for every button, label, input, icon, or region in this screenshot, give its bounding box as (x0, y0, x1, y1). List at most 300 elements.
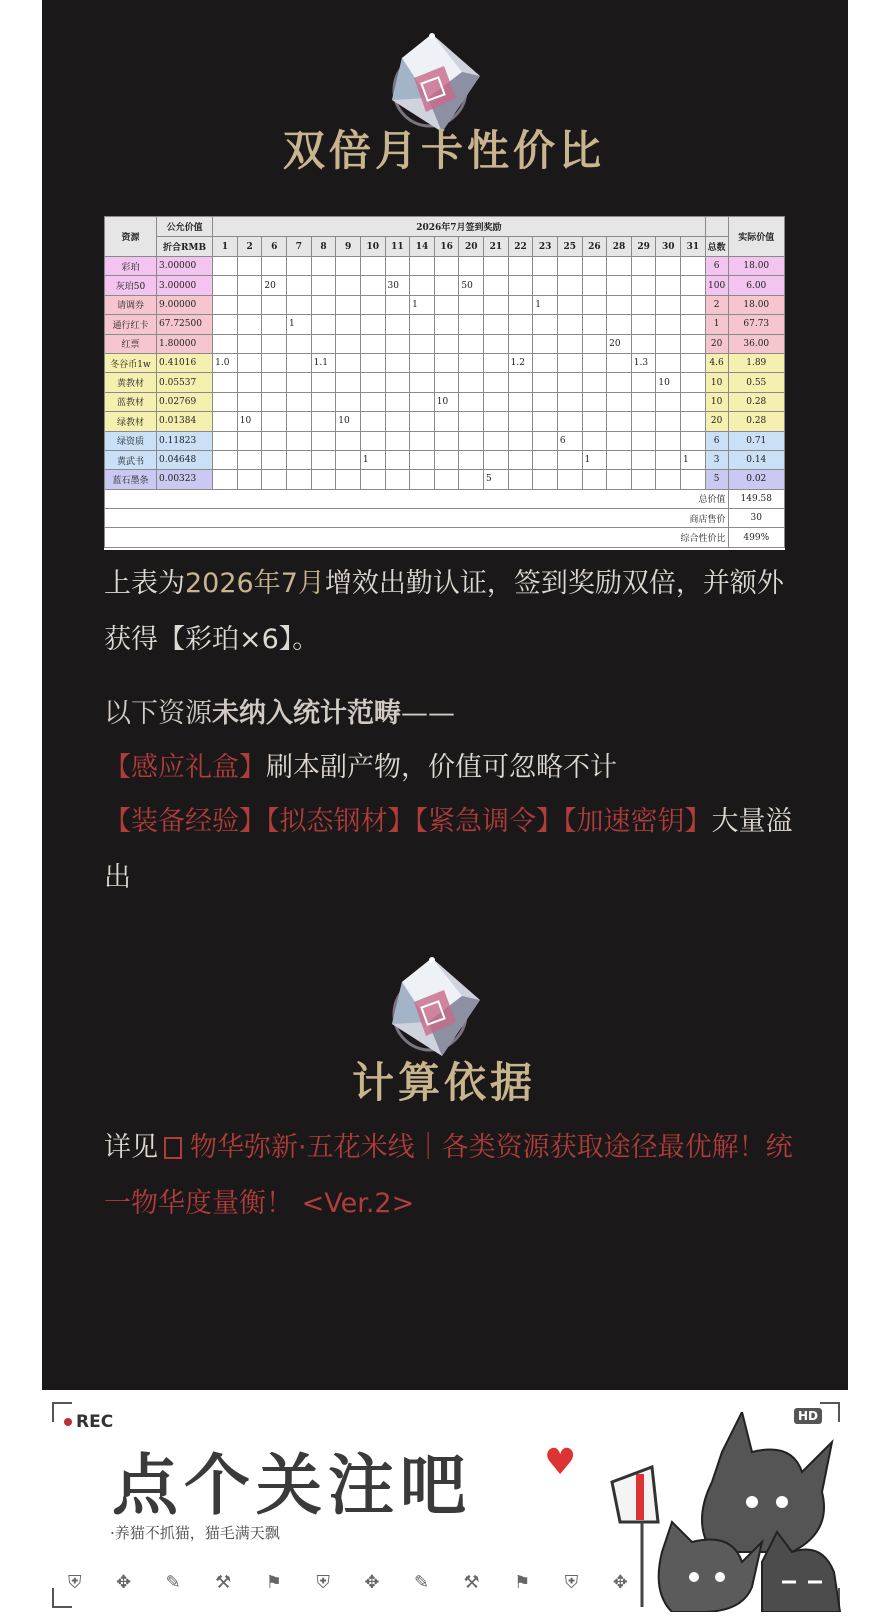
day-cell (557, 353, 582, 372)
day-cell (582, 353, 607, 372)
day-cell (311, 276, 336, 295)
summary-value: 499% (728, 528, 784, 547)
day-cell (533, 431, 558, 450)
day-cell (287, 412, 312, 431)
summary-value: 30 (728, 509, 784, 528)
table-row (105, 470, 785, 489)
day-cell (631, 315, 656, 334)
resource-name: 彩珀 (105, 257, 157, 276)
rec-dot-icon (64, 1418, 72, 1426)
day-cell (336, 276, 361, 295)
actual-value: 18.00 (728, 295, 784, 314)
day-cell (262, 373, 287, 392)
day-cell (262, 334, 287, 353)
day-cell (607, 295, 632, 314)
section-title-basis: 计算依据 (351, 1058, 536, 1107)
day-header: 26 (582, 237, 607, 257)
table-row (105, 353, 785, 372)
day-cell (631, 276, 656, 295)
day-cell (484, 334, 509, 353)
day-cell (262, 412, 287, 431)
header-rmb: 折合RMB (157, 237, 213, 257)
day-cell: 30 (385, 276, 410, 295)
day-cell (533, 276, 558, 295)
day-cell (287, 353, 312, 372)
day-cell (410, 315, 435, 334)
day-cell (459, 353, 484, 372)
paragraph-gift-box (104, 740, 794, 796)
day-cell (287, 276, 312, 295)
actual-value: 0.14 (728, 450, 784, 469)
day-cell (237, 470, 262, 489)
day-cell (631, 470, 656, 489)
day-cell (360, 392, 385, 411)
day-cell (557, 295, 582, 314)
day-cell (607, 431, 632, 450)
icon-strip (68, 1572, 628, 1593)
resource-name: 红票 (105, 334, 157, 353)
day-cell: 1 (681, 450, 706, 469)
day-cell (533, 392, 558, 411)
knot-icon: ✥ (612, 1572, 628, 1593)
day-cell (287, 257, 312, 276)
day-cell (287, 373, 312, 392)
day-cell (237, 450, 262, 469)
day-cell (434, 353, 459, 372)
day-cell (607, 450, 632, 469)
total-cell: 10 (705, 373, 728, 392)
actual-value: 0.02 (728, 470, 784, 489)
day-cell (582, 276, 607, 295)
day-cell (656, 257, 681, 276)
day-cell (237, 315, 262, 334)
day-cell: 1 (287, 315, 312, 334)
day-cell (237, 334, 262, 353)
day-cell: 5 (484, 470, 509, 489)
day-cell (434, 373, 459, 392)
day-cell (582, 470, 607, 489)
flag-icon: ⚑ (514, 1572, 531, 1593)
day-cell (557, 373, 582, 392)
day-cell (607, 353, 632, 372)
actual-value: 1.89 (728, 353, 784, 372)
day-cell: 20 (262, 276, 287, 295)
day-cell (336, 450, 361, 469)
day-header: 20 (459, 237, 484, 257)
day-cell (459, 412, 484, 431)
resource-name: 黄武书 (105, 450, 157, 469)
day-cell (385, 431, 410, 450)
day-header: 25 (557, 237, 582, 257)
actual-value: 6.00 (728, 276, 784, 295)
day-header: 2 (237, 237, 262, 257)
day-cell (385, 412, 410, 431)
day-cell (557, 334, 582, 353)
day-cell (557, 412, 582, 431)
actual-value: 36.00 (728, 334, 784, 353)
day-cell (213, 392, 238, 411)
day-cell (533, 353, 558, 372)
day-cell (484, 353, 509, 372)
day-cell: 10 (656, 373, 681, 392)
day-header: 31 (681, 237, 706, 257)
day-cell (582, 392, 607, 411)
rmb-value: 9.00000 (157, 295, 213, 314)
summary-label: 商店售价 (105, 509, 729, 528)
rmb-value: 1.80000 (157, 334, 213, 353)
day-cell (484, 431, 509, 450)
day-cell (582, 373, 607, 392)
day-cell (557, 276, 582, 295)
header-month: 2026年7月签到奖励 (213, 217, 706, 237)
day-cell (533, 315, 558, 334)
day-cell (557, 450, 582, 469)
day-cell: 1 (582, 450, 607, 469)
header-total-blank (705, 217, 728, 237)
day-header: 16 (434, 237, 459, 257)
total-cell: 20 (705, 334, 728, 353)
table-row (105, 257, 785, 276)
summary-value: 149.58 (728, 489, 784, 508)
day-cell (336, 315, 361, 334)
day-cell (287, 431, 312, 450)
day-cell (311, 295, 336, 314)
day-cell (410, 431, 435, 450)
day-cell (336, 431, 361, 450)
day-cell (287, 392, 312, 411)
day-cell (582, 412, 607, 431)
day-cell (213, 315, 238, 334)
total-cell: 1 (705, 315, 728, 334)
day-cell: 1.1 (311, 353, 336, 372)
hd-badge: HD (794, 1408, 822, 1424)
day-cell (681, 470, 706, 489)
day-cell (262, 353, 287, 372)
day-cell (681, 315, 706, 334)
day-cell: 10 (237, 412, 262, 431)
day-cell (410, 373, 435, 392)
day-cell (434, 334, 459, 353)
day-cell (656, 470, 681, 489)
resource-name: 通行红卡 (105, 315, 157, 334)
day-header: 23 (533, 237, 558, 257)
reward-table (104, 216, 785, 550)
day-cell (336, 257, 361, 276)
day-cell (311, 315, 336, 334)
day-cell (656, 334, 681, 353)
actual-value: 0.71 (728, 431, 784, 450)
day-cell (360, 431, 385, 450)
table-row (105, 431, 785, 450)
rmb-value: 0.05537 (157, 373, 213, 392)
day-header: 22 (508, 237, 533, 257)
rec-label: REC (76, 1412, 114, 1432)
day-cell (360, 257, 385, 276)
day-cell (385, 392, 410, 411)
day-cell (410, 450, 435, 469)
actual-value: 18.00 (728, 257, 784, 276)
day-header: 6 (262, 237, 287, 257)
knot-icon: ✥ (364, 1572, 380, 1593)
text-segment: 增效出勤认证，签到奖励双倍，并额外获得【彩珀×6】。 (104, 568, 784, 655)
day-header: 30 (656, 237, 681, 257)
day-cell (484, 412, 509, 431)
table-row (105, 373, 785, 392)
day-cell (681, 276, 706, 295)
day-cell (213, 373, 238, 392)
day-cell (287, 450, 312, 469)
day-cell (459, 315, 484, 334)
day-cell (681, 373, 706, 392)
cat-mascots-illustration (602, 1412, 842, 1612)
day-cell (533, 257, 558, 276)
day-cell (385, 470, 410, 489)
day-header: 1 (213, 237, 238, 257)
day-cell (360, 276, 385, 295)
day-cell (484, 392, 509, 411)
day-cell (607, 412, 632, 431)
day-cell (582, 295, 607, 314)
day-header: 11 (385, 237, 410, 257)
summary-row (105, 489, 785, 508)
day-cell (262, 392, 287, 411)
day-cell (484, 315, 509, 334)
day-header: 10 (360, 237, 385, 257)
follow-banner[interactable] (42, 1392, 848, 1617)
text-segment: 大量溢出 (104, 806, 793, 893)
feather-icon: ✎ (413, 1572, 430, 1593)
day-cell (434, 276, 459, 295)
day-cell: 1.0 (213, 353, 238, 372)
header-resource: 资源 (105, 217, 157, 257)
day-cell (213, 450, 238, 469)
summary-label: 总价值 (105, 489, 729, 508)
day-cell (656, 412, 681, 431)
day-cell (484, 257, 509, 276)
day-cell (459, 295, 484, 314)
paragraph-overflow (104, 794, 794, 906)
day-cell (656, 295, 681, 314)
day-cell: 20 (607, 334, 632, 353)
day-cell (434, 450, 459, 469)
total-cell: 5 (705, 470, 728, 489)
day-cell (237, 276, 262, 295)
table-row (105, 276, 785, 295)
rmb-value: 0.01384 (157, 412, 213, 431)
day-cell (607, 470, 632, 489)
day-cell (237, 257, 262, 276)
table-row (105, 315, 785, 334)
day-cell (237, 295, 262, 314)
day-header: 28 (607, 237, 632, 257)
day-cell (336, 470, 361, 489)
day-header: 7 (287, 237, 312, 257)
day-cell (607, 392, 632, 411)
day-cell (459, 257, 484, 276)
day-cell (533, 450, 558, 469)
actual-value: 67.73 (728, 315, 784, 334)
day-header: 21 (484, 237, 509, 257)
day-cell (631, 450, 656, 469)
day-cell (533, 334, 558, 353)
day-cell (484, 450, 509, 469)
day-cell (410, 334, 435, 353)
day-cell (508, 450, 533, 469)
feather-icon: ✎ (165, 1572, 181, 1593)
follow-headline: 点个关注吧 (112, 1446, 472, 1524)
day-cell (533, 373, 558, 392)
day-cell (557, 392, 582, 411)
day-cell (607, 373, 632, 392)
day-cell (656, 450, 681, 469)
table-row (105, 334, 785, 353)
day-cell: 6 (557, 431, 582, 450)
day-cell (681, 353, 706, 372)
day-cell (360, 470, 385, 489)
day-cell: 1.2 (508, 353, 533, 372)
day-cell (262, 257, 287, 276)
text-segment: 上表为 (104, 568, 185, 599)
total-cell: 3 (705, 450, 728, 469)
day-cell (262, 295, 287, 314)
day-cell (459, 334, 484, 353)
day-cell (287, 334, 312, 353)
rec-indicator (64, 1412, 113, 1432)
day-cell (681, 392, 706, 411)
rmb-value: 0.11823 (157, 431, 213, 450)
paragraph-reference (104, 1120, 794, 1232)
day-cell (582, 334, 607, 353)
day-cell (311, 450, 336, 469)
total-cell: 6 (705, 257, 728, 276)
header-actual: 实际价值 (728, 217, 784, 257)
day-cell (533, 470, 558, 489)
day-cell: 10 (336, 412, 361, 431)
day-cell (631, 392, 656, 411)
day-cell (434, 315, 459, 334)
flag-icon: ⚑ (265, 1572, 282, 1593)
resource-name: 灰珀50 (105, 276, 157, 295)
summary-row (105, 528, 785, 547)
resource-name: 请调券 (105, 295, 157, 314)
day-cell (434, 295, 459, 314)
day-cell (336, 334, 361, 353)
day-cell (681, 257, 706, 276)
rmb-value: 3.00000 (157, 257, 213, 276)
day-cell (656, 392, 681, 411)
text-segment: 详见 (104, 1132, 158, 1163)
day-cell (434, 257, 459, 276)
total-cell: 6 (705, 431, 728, 450)
day-cell (681, 295, 706, 314)
heart-icon: ♥ (544, 1442, 577, 1483)
day-cell (508, 315, 533, 334)
resource-name: 蓝教材 (105, 392, 157, 411)
day-cell (582, 431, 607, 450)
crystal-icon (372, 952, 492, 1062)
resource-name: 蓝石墨条 (105, 470, 157, 489)
header-public-value: 公允价值 (157, 217, 213, 237)
day-cell (385, 257, 410, 276)
day-cell (262, 431, 287, 450)
day-cell (582, 257, 607, 276)
day-cell (213, 412, 238, 431)
day-cell (311, 470, 336, 489)
rmb-value: 0.04648 (157, 450, 213, 469)
day-cell (459, 450, 484, 469)
day-cell (607, 276, 632, 295)
day-cell (656, 431, 681, 450)
rmb-value: 67.72500 (157, 315, 213, 334)
day-cell (508, 392, 533, 411)
day-cell (484, 373, 509, 392)
day-cell: 1 (533, 295, 558, 314)
day-cell (311, 431, 336, 450)
day-cell (557, 257, 582, 276)
item-tag: 【感应礼盒】 (104, 752, 266, 783)
day-cell (410, 470, 435, 489)
day-cell (385, 373, 410, 392)
day-cell (459, 470, 484, 489)
document-icon[interactable] (164, 1137, 182, 1159)
text-segment: 刷本副产物，价值可忽略不计 (266, 752, 617, 783)
rmb-value: 0.41016 (157, 353, 213, 372)
day-cell (656, 315, 681, 334)
day-cell (508, 295, 533, 314)
actual-value: 0.28 (728, 412, 784, 431)
day-cell (237, 392, 262, 411)
knot-icon: ✥ (115, 1572, 132, 1593)
day-cell (508, 431, 533, 450)
day-cell (631, 431, 656, 450)
resource-name: 黄教材 (105, 373, 157, 392)
day-cell (336, 295, 361, 314)
day-cell (213, 334, 238, 353)
day-cell (681, 334, 706, 353)
day-cell (311, 257, 336, 276)
day-cell (336, 373, 361, 392)
day-cell (287, 470, 312, 489)
day-cell (311, 373, 336, 392)
day-cell (410, 392, 435, 411)
day-cell (360, 373, 385, 392)
day-cell (582, 315, 607, 334)
day-cell (410, 276, 435, 295)
day-cell (237, 373, 262, 392)
resource-name: 冬谷币1w (105, 353, 157, 372)
day-cell (656, 353, 681, 372)
item-tags: 【装备经验】【拟态钢材】【紧急调令】【加速密钥】 (104, 806, 712, 837)
day-cell: 1 (410, 295, 435, 314)
table-row (105, 450, 785, 469)
total-cell: 4.6 (705, 353, 728, 372)
day-header: 8 (311, 237, 336, 257)
day-cell (311, 412, 336, 431)
day-cell (385, 315, 410, 334)
day-cell (459, 392, 484, 411)
tool-icon: ⚒ (215, 1572, 232, 1593)
reference-link[interactable]: 物华弥新·五花米线｜各类资源获取途径最优解！统一物华度量衡！ <Ver.2> (104, 1132, 793, 1219)
day-cell (459, 431, 484, 450)
day-cell (557, 315, 582, 334)
header-total: 总数 (705, 237, 728, 257)
paragraph-description (104, 556, 794, 668)
day-cell: 10 (434, 392, 459, 411)
day-cell (360, 334, 385, 353)
day-cell (508, 334, 533, 353)
shield-icon: ⛨ (68, 1572, 82, 1593)
day-cell (656, 276, 681, 295)
